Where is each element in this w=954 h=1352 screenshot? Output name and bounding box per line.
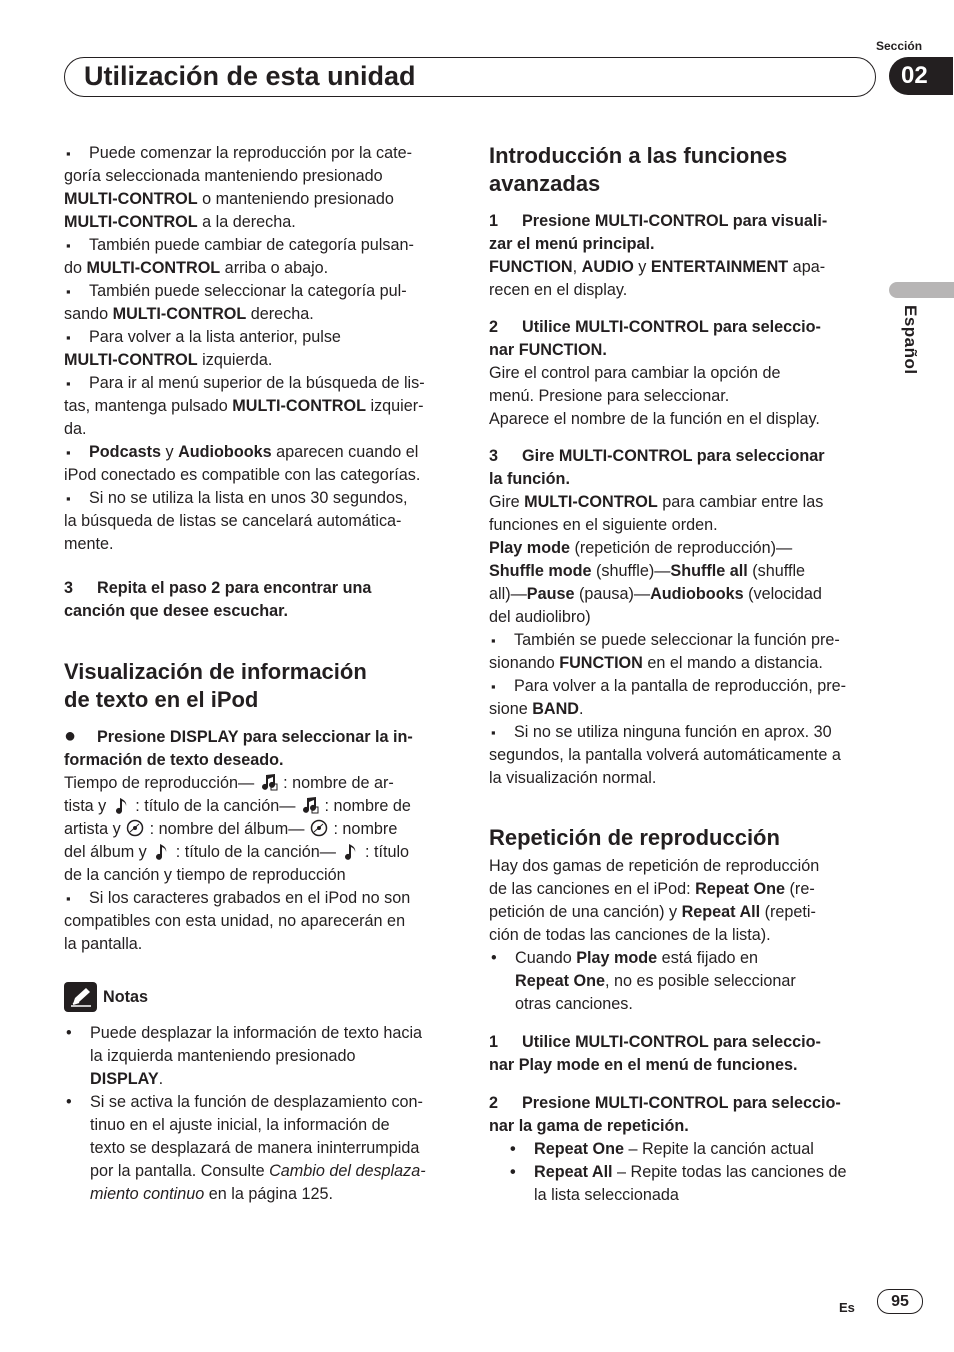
text-line: por la pantalla. Consulte Cambio del desplaza- (90, 1162, 426, 1180)
album-icon (310, 819, 328, 837)
artist-icon (260, 773, 278, 791)
text-line: Gire el control para cambiar la opción de (489, 364, 781, 382)
step-1-cont: nar Play mode en el menú de funciones. (489, 1056, 798, 1074)
heading-introduccion-cont: avanzadas (489, 171, 601, 196)
step-2: 2 Utilice MULTI-CONTROL para seleccio- (489, 318, 821, 336)
text-line: compatibles con esta unidad, no aparecerán en (64, 912, 406, 930)
text-line: tinuo en el ajuste inicial, la información de (90, 1116, 390, 1134)
heading-visualizacion-cont: de texto en el iPod (64, 687, 259, 712)
text-line: Shuffle mode (shuffle)—Shuffle all (shuffle (489, 562, 806, 580)
step-2-cont: nar FUNCTION. (489, 341, 607, 359)
step-1: 1 Utilice MULTI-CONTROL para seleccio- (489, 1033, 821, 1051)
notes-header (64, 982, 456, 1012)
text-line: la izquierda manteniendo presionado (90, 1047, 356, 1065)
list-item: ▪ Para volver a la lista anterior, pulse (64, 326, 456, 349)
text-line: tas, mantenga pulsado MULTI-CONTROL izquier- (64, 397, 424, 415)
text-line: Aparece el nombre de la función en el display. (489, 410, 820, 428)
artist-icon (301, 796, 319, 814)
text-line: la pantalla. (64, 935, 143, 953)
text-line: miento continuo en la página 125. (90, 1185, 334, 1203)
song-icon (112, 796, 130, 814)
text-line: ción de todas las canciones de la lista). (489, 926, 771, 944)
text-line: goría seleccionada manteniendo presionado (64, 167, 383, 185)
list-item: ▪ Si no se utiliza ninguna función en aprox. 30 (489, 721, 879, 744)
right-column (489, 142, 879, 1207)
list-item: ▪ También puede seleccionar la categoría pul- (64, 280, 456, 303)
list-item: • Repeat All – Repite todas las canciones de (489, 1161, 879, 1184)
text-line: mente. (64, 535, 114, 553)
step-1: 1 Presione MULTI-CONTROL para visuali- (489, 212, 828, 230)
page-title: Utilización de esta unidad (84, 61, 416, 91)
text-line: Tiempo de reproducción— : nombre de ar- (64, 774, 394, 792)
heading-visualizacion: Visualización de información (64, 659, 367, 684)
list-item: ▪ Si no se utiliza la lista en unos 30 segundos, (64, 487, 456, 510)
text-line: all)—Pause (pausa)—Audiobooks (velocidad (489, 585, 822, 603)
text-line: texto se desplazará de manera ininterrumpida (90, 1139, 420, 1157)
step-3-cont: la función. (489, 470, 570, 488)
list-item: • Puede desplazar la información de texto hacia (64, 1022, 456, 1045)
text-line: Play mode (repetición de reproducción)— (489, 539, 793, 557)
list-item: ▪ Si los caracteres grabados en el iPod no son (64, 887, 456, 910)
list-item: ▪ Podcasts y Audiobooks aparecen cuando el (64, 441, 456, 464)
list-item: ▪ Puede comenzar la reproducción por la cate- (64, 142, 456, 165)
text-line: tista y : título de la canción— : nombre de (64, 797, 411, 815)
text-line: da. (64, 420, 87, 438)
page-number (877, 1289, 923, 1314)
notes-title: Notas (103, 987, 148, 1006)
section-label: Sección (876, 39, 923, 53)
text-line: Repeat One, no es posible seleccionar (515, 972, 796, 990)
list-item: ▪ Para volver a la pantalla de reproducción, pre- (489, 675, 879, 698)
step-2: 2 Presione MULTI-CONTROL para seleccio- (489, 1094, 841, 1112)
left-column (64, 142, 456, 1206)
text-line: de la canción y tiempo de reproducción (64, 866, 346, 884)
language-label: Español (901, 305, 920, 375)
text-line: del álbum y : título de la canción— : título (64, 843, 410, 861)
text-line: sione BAND. (489, 700, 584, 718)
text-line: recen en el display. (489, 281, 628, 299)
text-line: otras canciones. (515, 995, 633, 1013)
text-line: menú. Presione para seleccionar. (489, 387, 730, 405)
pencil-icon (64, 982, 97, 1012)
text-line: MULTI-CONTROL izquierda. (64, 351, 273, 369)
dot-step-cont: formación de texto deseado. (64, 751, 284, 769)
text-line: artista y : nombre del álbum— : nombre (64, 820, 398, 838)
text-line: MULTI-CONTROL a la derecha. (64, 213, 296, 231)
text-line: do MULTI-CONTROL arriba o abajo. (64, 259, 329, 277)
album-icon (126, 819, 144, 837)
list-item: • Repeat One – Repite la canción actual (489, 1138, 879, 1161)
song-icon (341, 842, 359, 860)
text-line: Hay dos gamas de repetición de reproducción (489, 857, 820, 875)
step-3: 3 Gire MULTI-CONTROL para seleccionar (489, 447, 825, 465)
list-item: • Si se activa la función de desplazamiento con- (64, 1091, 456, 1114)
heading-repeticion: Repetición de reproducción (489, 825, 780, 850)
heading-introduccion: Introducción a las funciones (489, 143, 788, 168)
step-3-cont: canción que desee escuchar. (64, 602, 289, 620)
dot-step: ● Presione DISPLAY para seleccionar la in- (64, 725, 413, 747)
step-3: 3 Repita el paso 2 para encontrar una (64, 579, 372, 597)
step-1-cont: zar el menú principal. (489, 235, 655, 253)
list-item: ▪ Para ir al menú superior de la búsqueda de lis- (64, 372, 456, 395)
language-tab (889, 282, 954, 298)
text-line: funciones en el siguiente orden. (489, 516, 718, 534)
song-icon (152, 842, 170, 860)
text-line: la lista seleccionada (534, 1186, 679, 1204)
text-line: del audiolibro) (489, 608, 591, 626)
section-number: 02 (901, 62, 928, 89)
text-line: de las canciones en el iPod: Repeat One (re- (489, 880, 815, 898)
section-badge (889, 57, 953, 95)
text-line: sionando FUNCTION en el mando a distancia. (489, 654, 823, 672)
text-line: DISPLAY. (90, 1070, 164, 1088)
text-line: petición de una canción) y Repeat All (repeti- (489, 903, 816, 921)
footer-lang-code: Es (839, 1300, 855, 1315)
page-number-text: 95 (891, 1292, 909, 1310)
step-2-cont: nar la gama de repetición. (489, 1117, 689, 1135)
list-item: ▪ También puede cambiar de categoría pulsan- (64, 234, 456, 257)
text-line: Gire MULTI-CONTROL para cambiar entre las (489, 493, 824, 511)
text-line: MULTI-CONTROL o manteniendo presionado (64, 190, 394, 208)
list-item: ▪ También se puede seleccionar la función pre- (489, 629, 879, 652)
text-line: segundos, la pantalla volverá automáticamente a (489, 746, 841, 764)
text-line: iPod conectado es compatible con las categorías. (64, 466, 421, 484)
text-line: FUNCTION, AUDIO y ENTERTAINMENT apa- (489, 258, 826, 276)
text-line: la búsqueda de listas se cancelará automática- (64, 512, 402, 530)
text-line: sando MULTI-CONTROL derecha. (64, 305, 314, 323)
text-line: la visualización normal. (489, 769, 657, 787)
list-item: • Cuando Play mode está fijado en (489, 947, 879, 970)
